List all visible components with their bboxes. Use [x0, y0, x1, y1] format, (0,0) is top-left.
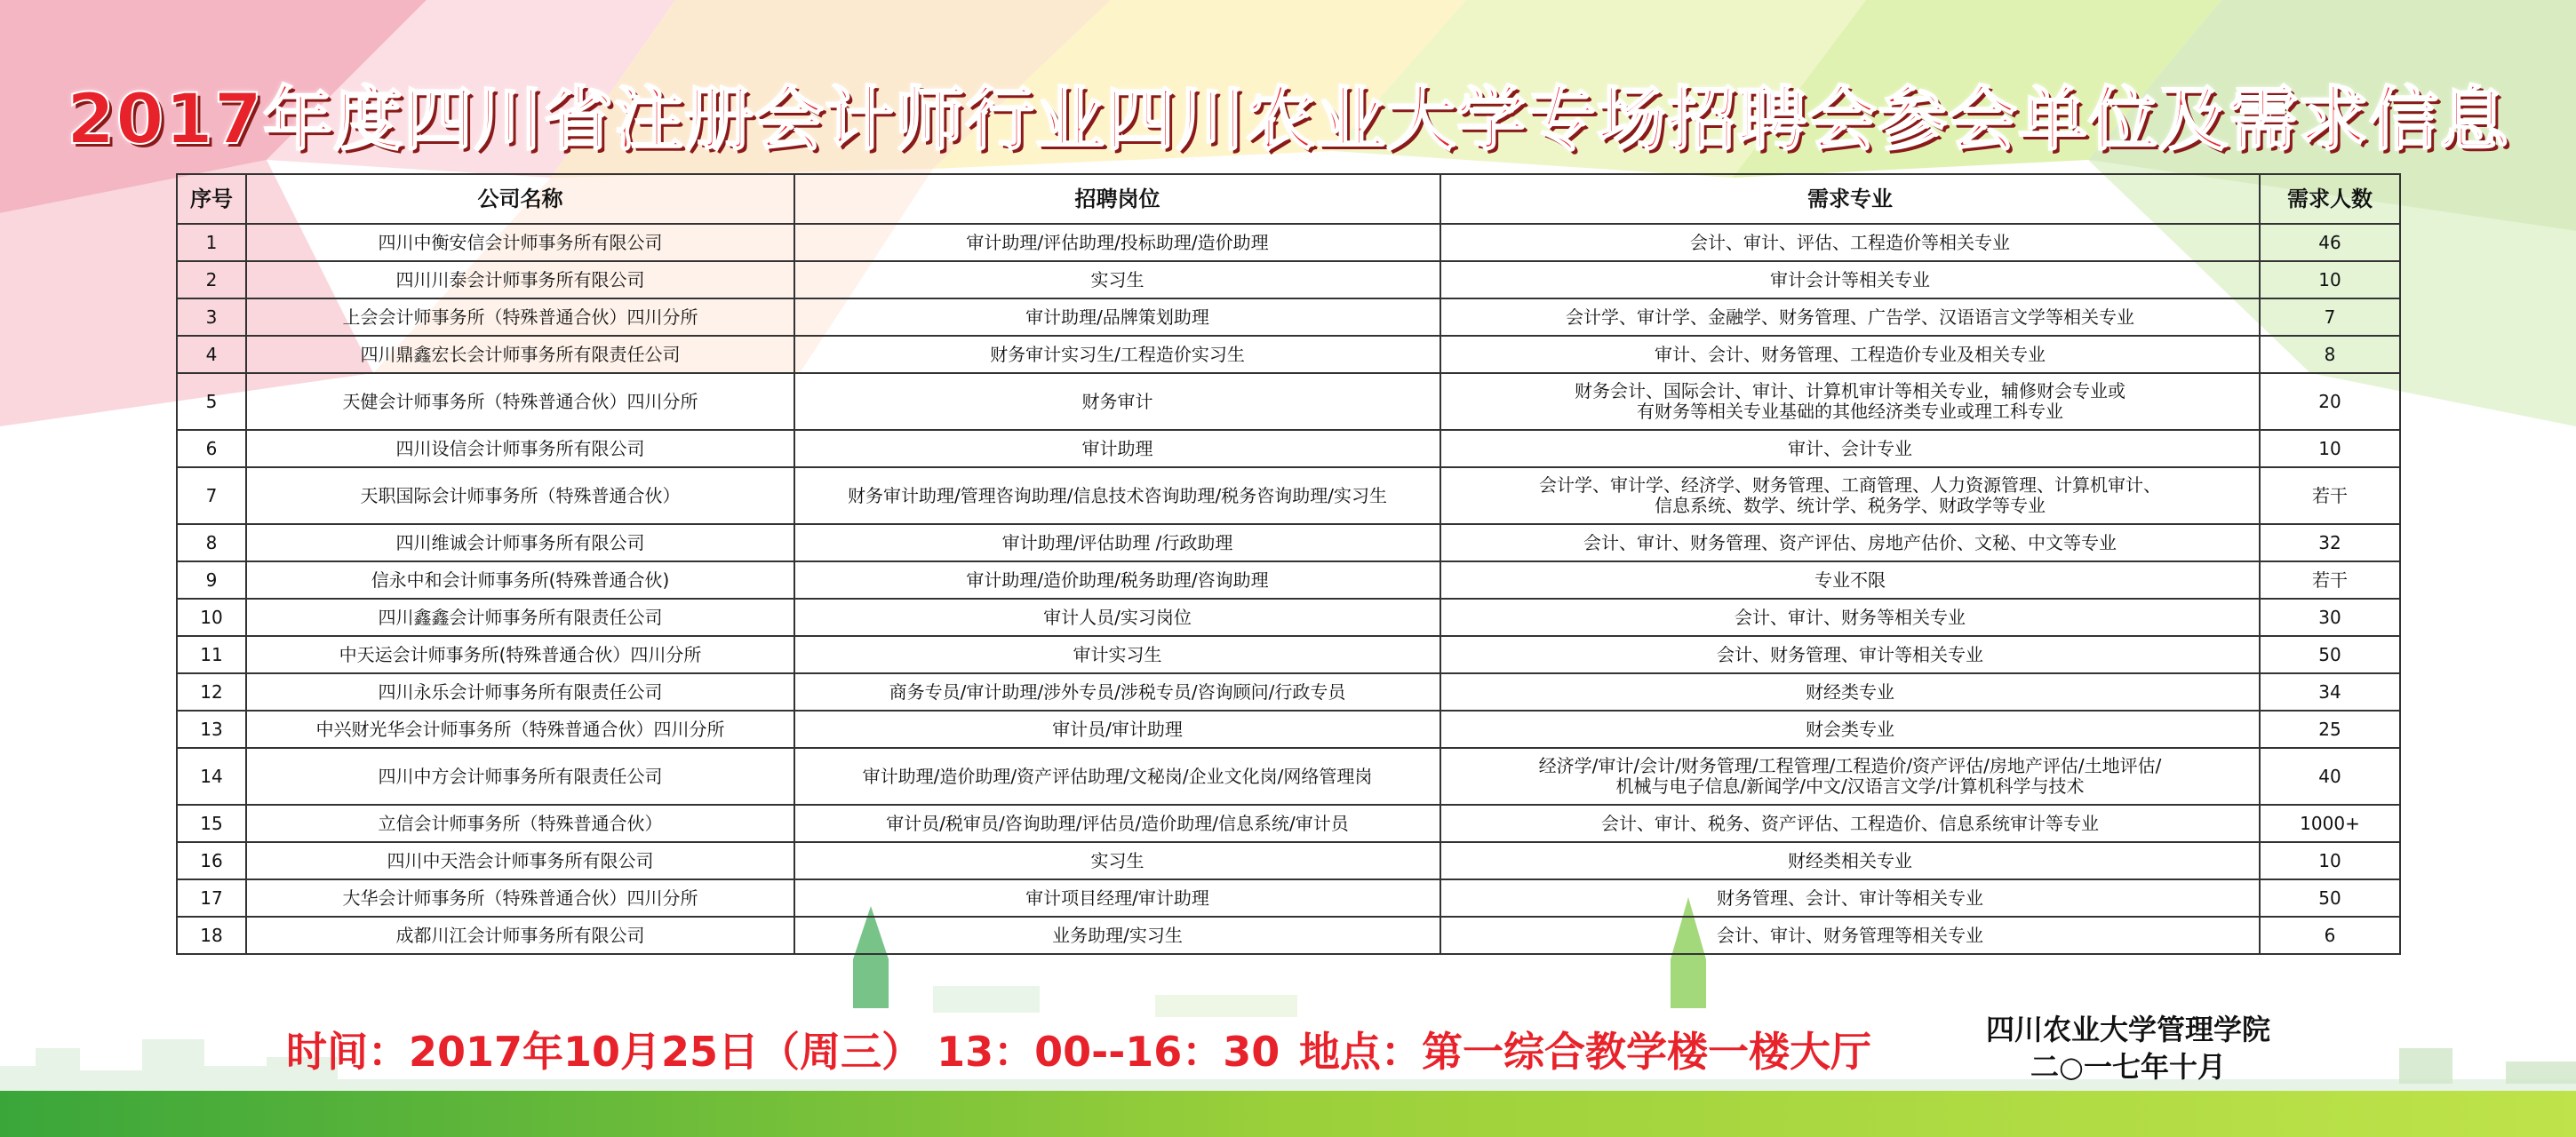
cell-index: 10	[177, 599, 246, 636]
cell-position: 审计助理	[794, 430, 1440, 467]
cell-count: 6	[2260, 917, 2400, 954]
cell-index: 16	[177, 842, 246, 879]
cell-position: 审计助理/造价助理/资产评估助理/文秘岗/企业文化岗/网络管理岗	[794, 748, 1440, 805]
cell-company: 四川设信会计师事务所有限公司	[246, 430, 794, 467]
header-count: 需求人数	[2260, 174, 2400, 224]
cell-company: 天职国际会计师事务所（特殊普通合伙）	[246, 467, 794, 524]
table-row	[177, 224, 2400, 261]
header-company: 公司名称	[246, 174, 794, 224]
recruitment-table	[176, 173, 2401, 955]
major-line-2: 有财务等相关专业基础的其他经济类专业或理工科专业	[1637, 401, 2063, 422]
table-row	[177, 467, 2400, 524]
cell-position: 财务审计实习生/工程造价实习生	[794, 336, 1440, 373]
cell-company: 上会会计师事务所（特殊普通合伙）四川分所	[246, 298, 794, 336]
table-header-row	[177, 174, 2400, 224]
cell-major	[1440, 842, 2260, 879]
cell-position: 审计助理/评估助理 /行政助理	[794, 524, 1440, 561]
event-time: 时间：2017年10月25日（周三） 13：00--16：30	[286, 1028, 1280, 1076]
cell-position: 审计人员/实习岗位	[794, 599, 1440, 636]
cell-index: 6	[177, 430, 246, 467]
cell-company: 信永中和会计师事务所(特殊普通合伙)	[246, 561, 794, 599]
cell-company: 四川中天浩会计师事务所有限公司	[246, 842, 794, 879]
cell-count: 1000+	[2260, 805, 2400, 842]
table-row	[177, 879, 2400, 917]
cell-company: 成都川江会计师事务所有限公司	[246, 917, 794, 954]
cell-position: 审计助理/品牌策划助理	[794, 298, 1440, 336]
cell-major	[1440, 261, 2260, 298]
cell-company: 天健会计师事务所（特殊普通合伙）四川分所	[246, 373, 794, 430]
cell-index: 15	[177, 805, 246, 842]
organizer-block	[1968, 1011, 2288, 1085]
cell-company: 中天运会计师事务所(特殊普通合伙）四川分所	[246, 636, 794, 673]
cell-position: 财务审计	[794, 373, 1440, 430]
cell-position: 审计员/审计助理	[794, 711, 1440, 748]
table-row	[177, 524, 2400, 561]
cell-index: 12	[177, 673, 246, 711]
table-row	[177, 917, 2400, 954]
table-row	[177, 673, 2400, 711]
cell-position: 审计实习生	[794, 636, 1440, 673]
cell-company: 四川川泰会计师事务所有限公司	[246, 261, 794, 298]
cell-index: 18	[177, 917, 246, 954]
cell-index: 4	[177, 336, 246, 373]
cell-position: 业务助理/实习生	[794, 917, 1440, 954]
table-row	[177, 748, 2400, 805]
major-line-1: 会计、审计、财务等相关专业	[1735, 606, 1966, 628]
header-position: 招聘岗位	[794, 174, 1440, 224]
cell-index: 17	[177, 879, 246, 917]
cell-major	[1440, 599, 2260, 636]
header-major: 需求专业	[1440, 174, 2260, 224]
table-row	[177, 430, 2400, 467]
cell-count: 10	[2260, 842, 2400, 879]
cell-index: 7	[177, 467, 246, 524]
major-line-1: 经济学/审计/会计/财务管理/工程管理/工程造价/资产评估/房地产评估/土地评估/	[1538, 755, 2162, 776]
cell-position: 审计项目经理/审计助理	[794, 879, 1440, 917]
table-row	[177, 842, 2400, 879]
table-row	[177, 561, 2400, 599]
cell-count: 34	[2260, 673, 2400, 711]
cell-major	[1440, 636, 2260, 673]
cell-major	[1440, 430, 2260, 467]
major-line-1: 审计、会计、财务管理、工程造价专业及相关专业	[1655, 343, 2046, 365]
cell-company: 中兴财光华会计师事务所（特殊普通合伙）四川分所	[246, 711, 794, 748]
cell-count: 10	[2260, 430, 2400, 467]
table-row	[177, 298, 2400, 336]
cell-count: 8	[2260, 336, 2400, 373]
cell-count: 50	[2260, 879, 2400, 917]
cell-index: 14	[177, 748, 246, 805]
major-line-1: 会计、审计、评估、工程造价等相关专业	[1690, 231, 2010, 253]
cell-company: 四川中衡安信会计师事务所有限公司	[246, 224, 794, 261]
cell-index: 9	[177, 561, 246, 599]
cell-count: 25	[2260, 711, 2400, 748]
table-row	[177, 805, 2400, 842]
table-row	[177, 336, 2400, 373]
cell-major	[1440, 467, 2260, 524]
cell-position: 实习生	[794, 261, 1440, 298]
cell-major	[1440, 711, 2260, 748]
major-line-2: 信息系统、数学、统计学、税务学、财政学等专业	[1655, 495, 2046, 516]
cell-count: 40	[2260, 748, 2400, 805]
event-place: 地点：第一综合教学楼一楼大厅	[1299, 1028, 1871, 1076]
cell-major	[1440, 673, 2260, 711]
cell-index: 13	[177, 711, 246, 748]
cell-count: 20	[2260, 373, 2400, 430]
major-line-1: 财经类专业	[1806, 680, 1894, 703]
cell-major	[1440, 373, 2260, 430]
major-line-1: 财务管理、会计、审计等相关专业	[1717, 887, 1983, 909]
cell-position: 审计助理/造价助理/税务助理/咨询助理	[794, 561, 1440, 599]
cell-major	[1440, 524, 2260, 561]
cell-major	[1440, 748, 2260, 805]
organizer-name: 四川农业大学管理学院	[1985, 1013, 2270, 1046]
cell-position: 实习生	[794, 842, 1440, 879]
cell-index: 1	[177, 224, 246, 261]
major-line-1: 审计、会计专业	[1788, 437, 1912, 459]
table-row	[177, 636, 2400, 673]
header-index: 序号	[177, 174, 246, 224]
cell-company: 大华会计师事务所（特殊普通合伙）四川分所	[246, 879, 794, 917]
cell-count: 50	[2260, 636, 2400, 673]
recruitment-table-wrap	[176, 173, 2399, 955]
table-row	[177, 373, 2400, 430]
cell-company: 四川鑫鑫会计师事务所有限责任公司	[246, 599, 794, 636]
major-line-1: 会计、审计、财务管理等相关专业	[1717, 924, 1983, 946]
cell-index: 2	[177, 261, 246, 298]
organizer-date: 二○一七年十月	[2030, 1050, 2226, 1084]
cell-company: 四川维诚会计师事务所有限公司	[246, 524, 794, 561]
cell-position: 商务专员/审计助理/涉外专员/涉税专员/咨询顾问/行政专员	[794, 673, 1440, 711]
cell-company: 四川永乐会计师事务所有限责任公司	[246, 673, 794, 711]
cell-count: 若干	[2260, 467, 2400, 524]
cell-company: 立信会计师事务所（特殊普通合伙）	[246, 805, 794, 842]
cell-major	[1440, 298, 2260, 336]
cell-major	[1440, 879, 2260, 917]
major-line-1: 会计、财务管理、审计等相关专业	[1717, 643, 1983, 665]
major-line-1: 会计学、审计学、经济学、财务管理、工商管理、人力资源管理、计算机审计、	[1539, 474, 2161, 496]
cell-position: 财务审计助理/管理咨询助理/信息技术咨询助理/税务咨询助理/实习生	[794, 467, 1440, 524]
cell-count: 10	[2260, 261, 2400, 298]
major-line-1: 财会类专业	[1806, 718, 1894, 740]
major-line-1: 会计、审计、财务管理、资产评估、房地产估价、文秘、中文等专业	[1583, 531, 2117, 553]
table-row	[177, 711, 2400, 748]
major-line-1: 会计学、审计学、金融学、财务管理、广告学、汉语语言文学等相关专业	[1566, 306, 2134, 328]
cell-major	[1440, 805, 2260, 842]
cell-major	[1440, 224, 2260, 261]
cell-count: 46	[2260, 224, 2400, 261]
cell-count: 32	[2260, 524, 2400, 561]
major-line-1: 专业不限	[1814, 568, 1886, 591]
major-line-1: 会计、审计、税务、资产评估、工程造价、信息系统审计等专业	[1601, 812, 2099, 834]
cell-position: 审计员/税审员/咨询助理/评估员/造价助理/信息系统/审计员	[794, 805, 1440, 842]
cell-count: 7	[2260, 298, 2400, 336]
cell-index: 5	[177, 373, 246, 430]
cell-index: 8	[177, 524, 246, 561]
major-line-1: 财务会计、国际会计、审计、计算机审计等相关专业，辅修财会专业或	[1575, 380, 2125, 402]
cell-company: 四川中方会计师事务所有限责任公司	[246, 748, 794, 805]
cell-major	[1440, 917, 2260, 954]
table-row	[177, 599, 2400, 636]
major-line-1: 财经类相关专业	[1788, 849, 1912, 871]
cell-count: 30	[2260, 599, 2400, 636]
major-line-2: 机械与电子信息/新闻学/中文/汉语言文学/计算机科学与技术	[1615, 775, 2085, 797]
cell-major	[1440, 336, 2260, 373]
cell-major	[1440, 561, 2260, 599]
cell-position: 审计助理/评估助理/投标助理/造价助理	[794, 224, 1440, 261]
cell-company: 四川鼎鑫宏长会计师事务所有限责任公司	[246, 336, 794, 373]
cell-index: 3	[177, 298, 246, 336]
page-title: 2017年度四川省注册会计师行业四川农业大学专场招聘会参会单位及需求信息	[66, 80, 2510, 160]
major-line-1: 审计会计等相关专业	[1770, 268, 1930, 290]
table-row	[177, 261, 2400, 298]
cell-index: 11	[177, 636, 246, 673]
cell-count: 若干	[2260, 561, 2400, 599]
